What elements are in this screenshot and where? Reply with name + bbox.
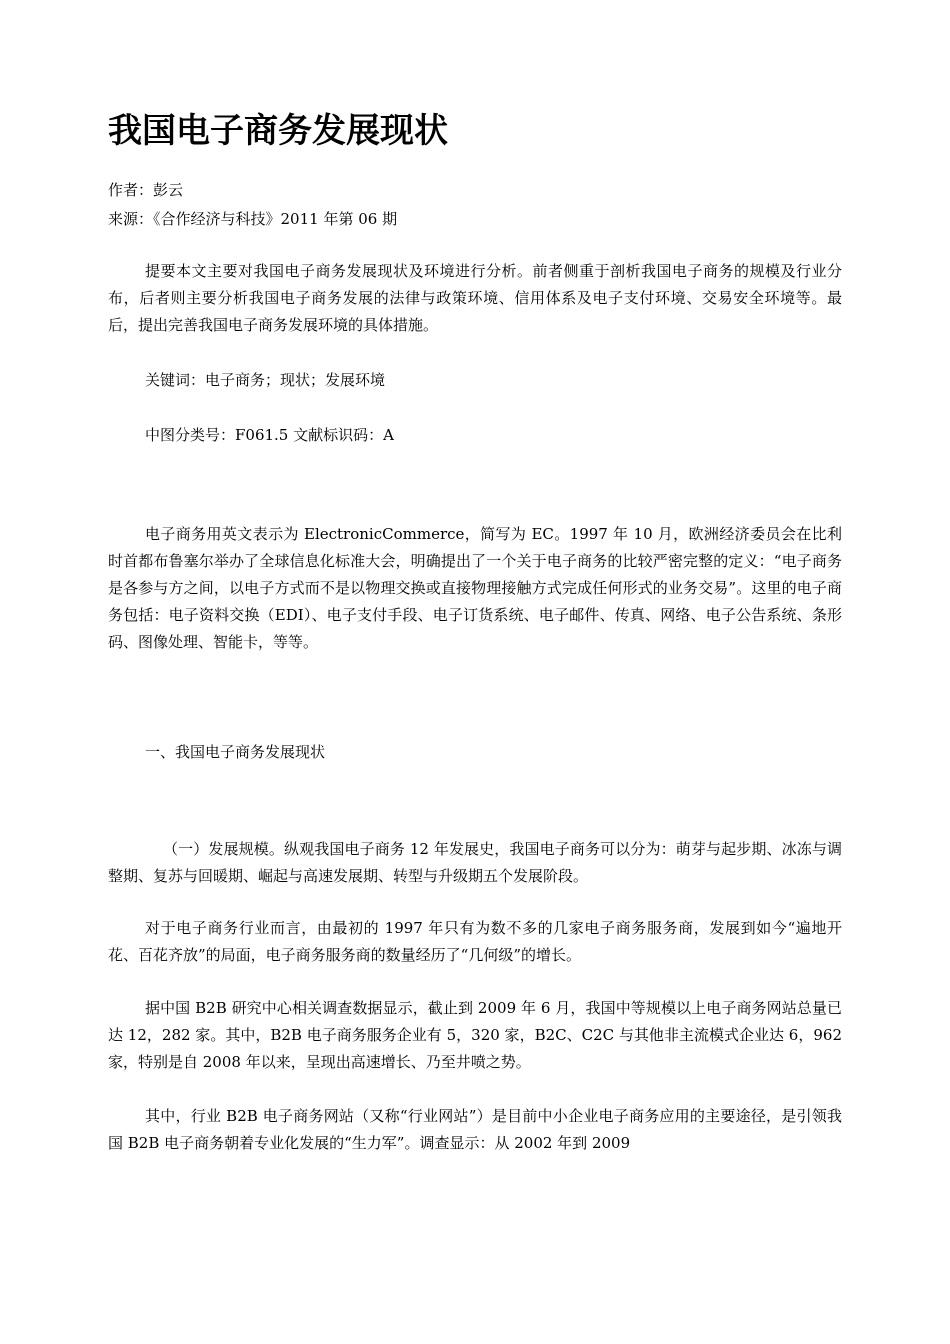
keywords-line: 关键词：电子商务；现状；发展环境 <box>145 371 386 389</box>
section-heading: 一、我国电子商务发展现状 <box>145 743 326 761</box>
body-paragraph-3: 据中国 B2B 研究中心相关调查数据显示，截止到 2009 年 6 月，我国中等规模以上电子商务网站总量已达 12，282 家。其中，B2B 电子商务服务企业有 5，320 家，B2C、C2C 与其他非主流模式企业达 6，962 家，特别是自 2008 年以来，呈现出高速增长、乃至井喷之势。 <box>108 999 842 1071</box>
author-line: 作者：彭云 <box>108 181 184 199</box>
classification-line: 中图分类号：F061.5 文献标识码：A <box>145 426 394 444</box>
subsection-paragraph: （一）发展规模。纵观我国电子商务 12 年发展史，我国电子商务可以分为：萌芽与起步期、冰冻与调整期、复苏与回暖期、崛起与高速发展期、转型与升级期五个发展阶段。 <box>108 840 842 885</box>
article-title: 我国电子商务发展现状 <box>108 111 448 151</box>
abstract-paragraph: 提要本文主要对我国电子商务发展现状及环境进行分析。前者侧重于剖析我国电子商务的规模及行业分布，后者则主要分析我国电子商务发展的法律与政策环境、信用体系及电子支付环境、交易安全环境等。最后，提出完善我国电子商务发展环境的具体措施。 <box>108 262 842 334</box>
source-line: 来源：《合作经济与科技》2011 年第 06 期 <box>108 210 398 228</box>
body-paragraph-4: 其中，行业 B2B 电子商务网站（又称“行业网站”）是目前中小企业电子商务应用的主要途径，是引领我国 B2B 电子商务朝着专业化发展的“生力军”。调查显示：从 2002 年到 2009 <box>108 1107 842 1152</box>
body-paragraph-2: 对于电子商务行业而言，由最初的 1997 年只有为数不多的几家电子商务服务商，发展到如今“遍地开花、百花齐放”的局面，电子商务服务商的数量经历了“几何级”的增长。 <box>108 919 842 964</box>
intro-paragraph: 电子商务用英文表示为 ElectronicCommerce，简写为 EC。1997 年 10 月，欧洲经济委员会在比利时首都布鲁塞尔举办了全球信息化标准大会，明确提出了一个关于电子商务的比较严密完整的定义：“电子商务是各参与方之间，以电子方式而不是以物理交换或直接物理接触方式完成任何形式的业务交易”。这里的电子商务包括：电子资料交换（EDI）、电子支付手段、电子订货系统、电子邮件、传真、网络、电子公告系统、条形码、图像处理、智能卡，等等。 <box>108 525 842 651</box>
